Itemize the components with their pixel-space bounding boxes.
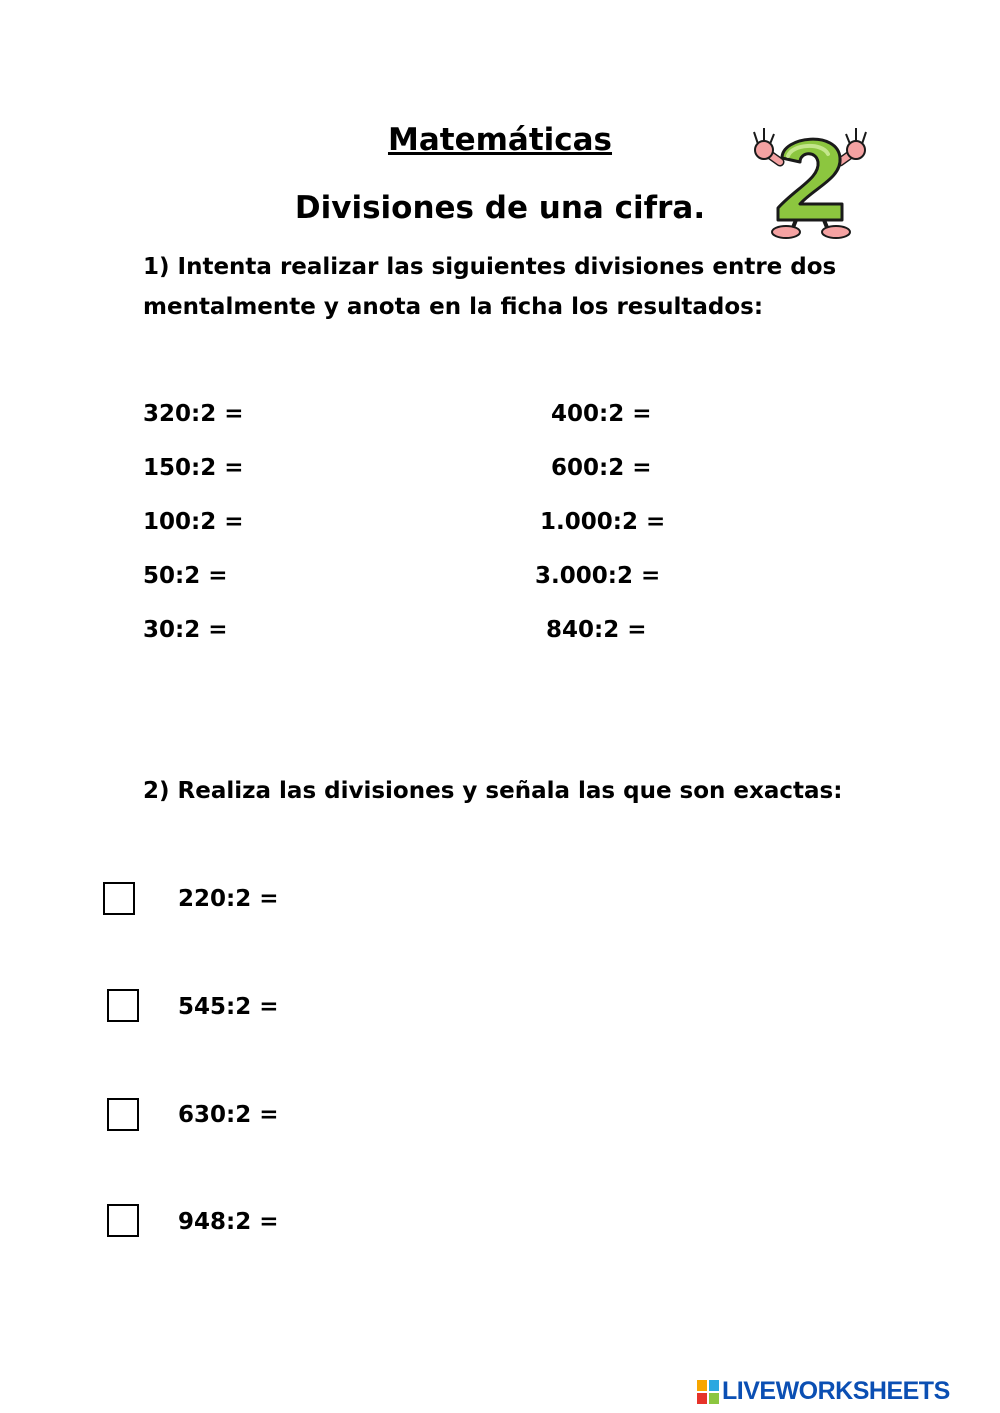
liveworksheets-wordmark: LIVEWORKSHEETS [722,1377,950,1405]
instruction-1-line-1: 1) Intenta realizar las siguientes divisiones entre dos [143,254,837,280]
division-right-4: 3.000:2 = [535,563,661,589]
division-left-4: 50:2 = [143,563,228,589]
page-title: Matemáticas [387,122,613,158]
exact-division-2: 545:2 = [178,994,279,1020]
instruction-1-line-2: mentalmente y anota en la ficha los resultados: [143,294,764,320]
exact-division-4: 948:2 = [178,1209,279,1235]
number-two-mascot-icon [752,122,870,240]
division-left-5: 30:2 = [143,617,228,643]
division-right-5: 840:2 = [546,617,647,643]
liveworksheets-brand[interactable] [697,1374,997,1410]
division-left-1: 320:2 = [143,401,244,427]
exact-division-3: 630:2 = [178,1102,279,1128]
exact-checkbox-3[interactable] [107,1098,139,1131]
division-left-3: 100:2 = [143,509,244,535]
division-left-2: 150:2 = [143,455,244,481]
exact-checkbox-1[interactable] [103,882,135,915]
page-subtitle: Divisiones de una cifra. [294,190,706,226]
division-right-2: 600:2 = [551,455,652,481]
exact-checkbox-4[interactable] [107,1204,139,1237]
exact-checkbox-2[interactable] [107,989,139,1022]
liveworksheets-logo-icon [697,1380,719,1404]
instruction-2: 2) Realiza las divisiones y señala las que son exactas: [143,778,843,804]
division-right-3: 1.000:2 = [540,509,666,535]
division-right-1: 400:2 = [551,401,652,427]
exact-division-1: 220:2 = [178,886,279,912]
